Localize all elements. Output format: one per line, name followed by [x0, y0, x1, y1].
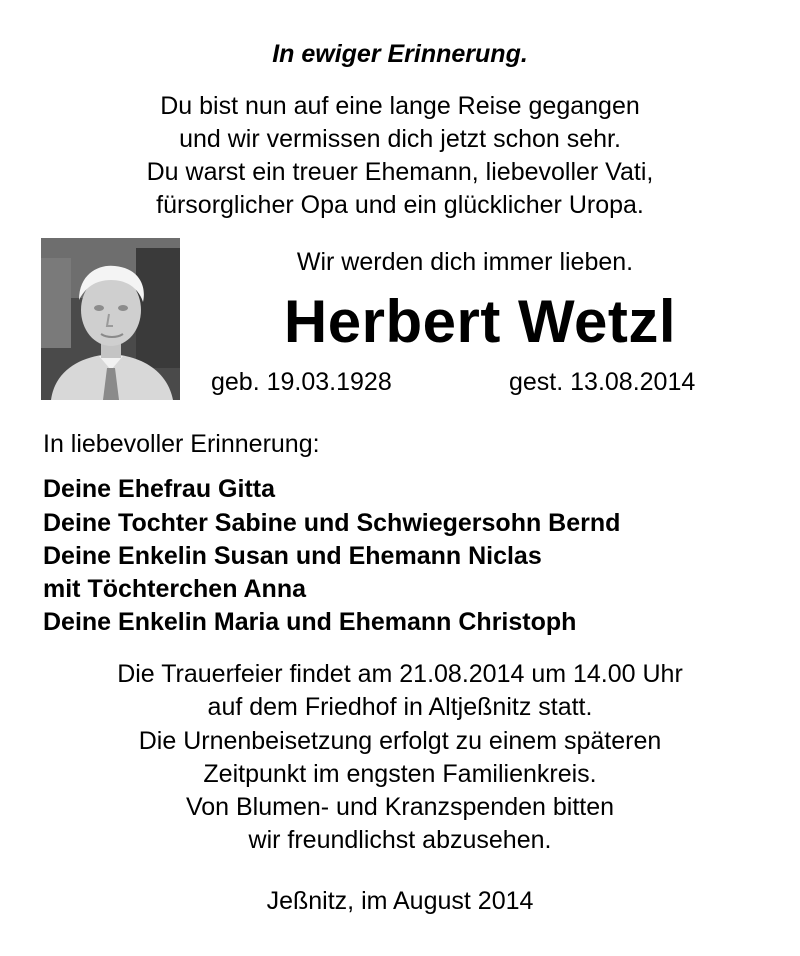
birth-date: geb. 19.03.1928: [211, 368, 392, 396]
love-line: Wir werden dich immer lieben.: [296, 248, 634, 276]
portrait-photo: [41, 238, 180, 400]
family-line-3: Deine Enkelin Susan und Ehemann Niclas: [43, 542, 542, 570]
verse-line-1: Du bist nun auf eine lange Reise gegangen: [160, 92, 640, 120]
family-line-2: Deine Tochter Sabine und Schwiegersohn Bernd: [43, 509, 621, 537]
family-line-1: Deine Ehefrau Gitta: [43, 475, 275, 503]
verse-line-2: und wir vermissen dich jetzt schon sehr.: [179, 125, 621, 153]
family-line-5: Deine Enkelin Maria und Ehemann Christoph: [43, 608, 577, 636]
death-date: gest. 13.08.2014: [509, 368, 696, 396]
memory-intro: In liebevoller Erinnerung:: [43, 430, 320, 458]
service-line-6: wir freundlichst abzusehen.: [248, 826, 552, 854]
headline: In ewiger Erinnerung.: [272, 40, 528, 68]
service-line-3: Die Urnenbeisetzung erfolgt zu einem späteren: [138, 727, 662, 755]
service-line-2: auf dem Friedhof in Altjeßnitz statt.: [207, 693, 593, 721]
deceased-name: Herbert Wetzl: [283, 288, 677, 355]
service-line-4: Zeitpunkt im engsten Familienkreis.: [203, 760, 597, 788]
service-line-1: Die Trauerfeier findet am 21.08.2014 um 14.00 Uhr: [117, 660, 683, 688]
verse-line-4: fürsorglicher Opa und ein glücklicher Uropa.: [156, 191, 644, 219]
family-line-4: mit Töchterchen Anna: [43, 575, 306, 603]
service-line-5: Von Blumen- und Kranzspenden bitten: [185, 793, 615, 821]
verse-line-3: Du warst ein treuer Ehemann, liebevoller Vati,: [146, 158, 654, 186]
place-date: Jeßnitz, im August 2014: [266, 887, 534, 915]
portrait-illustration: [41, 238, 180, 400]
